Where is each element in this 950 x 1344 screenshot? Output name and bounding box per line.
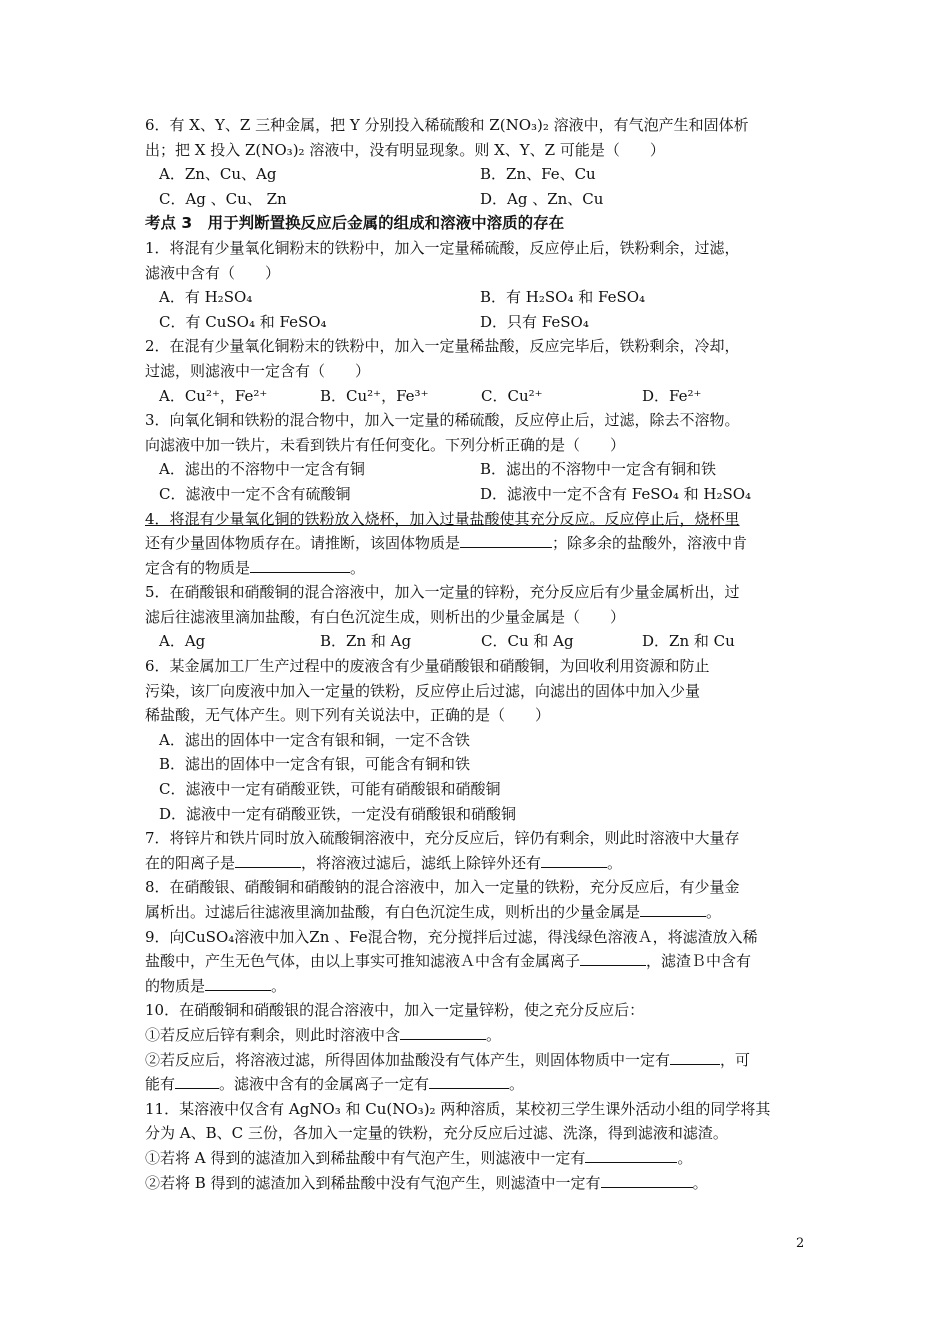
text-span: 定含有的物质是 [145, 558, 251, 577]
text-span: ①若反应后锌有剩余，则此时溶液中含 [145, 1025, 401, 1044]
text-span: 的物质是 [145, 976, 206, 995]
text-span: 。 [271, 976, 287, 995]
answer-blank[interactable] [585, 1147, 677, 1163]
question-text [145, 900, 810, 925]
option-a: A．滤出的不溶物中一定含有铜 [159, 460, 365, 479]
option-d: D．Zn 和 Cu [642, 632, 735, 651]
question-text: 11．某溶液中仅含有 AgNO₃ 和 Cu(NO₃)₂ 两种溶质，某校初三学生课外活动小组的同学将其 [145, 1099, 771, 1118]
answer-blank[interactable] [580, 950, 646, 966]
option-c: C．滤液中一定不含有硫酸铜 [159, 484, 351, 503]
question-text: 滤后往滤液里滴加盐酸，有白色沉淀生成，则析出的少量金属是（ ） [145, 607, 626, 626]
question-text: 6．有 X、Y、Z 三种金属，把 Y 分别投入稀硫酸和 Z(NO₃)₂ 溶液中，有气泡产生和固体析 [145, 116, 749, 134]
text-span: 。 [706, 903, 722, 921]
text-span: 盐酸中，产生无色气体，由以上事实可推知滤液Ａ中含有金属离子 [145, 952, 581, 971]
text-span: 。 [692, 1173, 708, 1192]
question-text: 稀盐酸，无气体产生。则下列有关说法中，正确的是（ ） [145, 706, 551, 725]
text-span: 。 [509, 1075, 525, 1094]
option-d: D．Ag 、Zn、Cu [480, 189, 604, 208]
options-row [145, 629, 810, 654]
option-b: B．Zn 和 Ag [320, 632, 412, 651]
question-text [145, 556, 810, 581]
answer-blank[interactable] [175, 1073, 219, 1089]
options-row [145, 457, 810, 482]
option-a: A．Cu²⁺，Fe²⁺ [159, 386, 268, 405]
page-number: 2 [796, 1236, 805, 1251]
option-b: B．滤出的不溶物中一定含有铜和铁 [480, 460, 717, 479]
answer-blank[interactable] [670, 1049, 720, 1065]
option-b: B．有 H₂SO₄ 和 FeSO₄ [480, 288, 646, 307]
option-a: A．Zn、Cu、Ag [159, 165, 277, 184]
question-text [145, 851, 810, 876]
question-text [145, 1023, 810, 1048]
question-text: 向滤液中加一铁片，未看到铁片有任何变化。下列分析正确的是（ ） [145, 435, 626, 454]
text-span: ，可 [720, 1050, 751, 1069]
option-b: B．Zn、Fe、Cu [480, 165, 596, 184]
text-span: ；除多余的盐酸外，溶液中肯 [552, 534, 748, 553]
question-text: 滤液中含有（ ） [145, 263, 281, 282]
question-text: 分为 A、B、C 三份，各加入一定量的铁粉，充分反应后过滤、洗涤，得到滤液和滤渣。 [145, 1124, 728, 1143]
question-text: 4．将混有少量氧化铜的铁粉放入烧杯，加入过量盐酸使其充分反应。反应停止后，烧杯里 [145, 509, 740, 528]
question-text: 6．某金属加工厂生产过程中的废液含有少量硝酸银和硝酸铜，为回收利用资源和防止 [145, 657, 710, 676]
question-text: 10．在硝酸铜和硝酸银的混合溶液中，加入一定量锌粉，使之充分反应后： [145, 1001, 645, 1020]
options-row [145, 162, 810, 187]
question-text: 9．向CuSO₄溶液中加入Zn 、Fe混合物，充分搅拌后过滤，得浅绿色溶液Ａ，将滤渣放入稀 [145, 927, 758, 946]
text-span: ，将溶液过滤后，滤纸上除锌外还有 [301, 853, 542, 872]
option-c: C．Ag 、Cu、 Zn [159, 189, 287, 208]
text-span: ，滤渣Ｂ中含有 [646, 952, 752, 971]
option-b: B．Cu²⁺，Fe³⁺ [320, 386, 429, 405]
text-span: ①若将 A 得到的滤渣加入到稀盐酸中有气泡产生，则滤液中一定有 [145, 1148, 586, 1167]
answer-blank[interactable] [205, 975, 271, 991]
question-text: 5．在硝酸银和硝酸铜的混合溶液中，加入一定量的锌粉，充分反应后有少量金属析出，过 [145, 583, 740, 602]
answer-blank[interactable] [400, 1024, 486, 1040]
text-span: 能有 [145, 1075, 176, 1094]
question-text: 3．向氧化铜和铁粉的混合物中，加入一定量的稀硫酸，反应停止后，过滤，除去不溶物。 [145, 411, 740, 430]
question-text [145, 531, 810, 556]
question-text: 出；把 X 投入 Z(NO₃)₂ 溶液中，没有明显现象。则 X、Y、Z 可能是（ ） [145, 140, 665, 159]
option-d: D．滤液中一定不含有 FeSO₄ 和 H₂SO₄ [480, 484, 752, 503]
option-d: D．滤液中一定有硝酸亚铁，一定没有硝酸银和硝酸铜 [159, 804, 517, 823]
options-row [145, 187, 810, 212]
answer-blank[interactable] [429, 1073, 509, 1089]
option-d: D．Fe²⁺ [642, 386, 702, 405]
text-span: 属析出。过滤后往滤液里滴加盐酸，有白色沉淀生成，则析出的少量金属是 [145, 903, 641, 921]
option-c: C．滤液中一定有硝酸亚铁，可能有硝酸银和硝酸铜 [159, 780, 501, 799]
text-span: 在的阳离子是 [145, 853, 236, 872]
question-text: 2．在混有少量氧化铜粉末的铁粉中，加入一定量稀盐酸，反应完毕后，铁粉剩余，冷却， [145, 337, 740, 356]
question-text [145, 1171, 810, 1196]
answer-blank[interactable] [250, 557, 350, 573]
text-span: ②若反应后，将溶液过滤，所得固体加盐酸没有气体产生，则固体物质中一定有 [145, 1050, 671, 1069]
answer-blank[interactable] [460, 532, 552, 548]
question-text [145, 1146, 810, 1171]
question-text [145, 949, 810, 974]
options-row [145, 285, 810, 310]
options-row [145, 482, 810, 507]
question-text [145, 974, 810, 999]
text-span: 。 [486, 1025, 502, 1044]
option-a: A．Ag [159, 632, 206, 651]
answer-blank[interactable] [541, 852, 607, 868]
option-d: D．只有 FeSO₄ [480, 312, 589, 331]
options-row [145, 384, 810, 409]
text-span: 。滤液中含有的金属离子一定有 [219, 1075, 430, 1094]
question-text: 污染，该厂向废液中加入一定量的铁粉，反应停止后过滤，向滤出的固体中加入少量 [145, 681, 701, 700]
text-span: ②若将 B 得到的滤渣加入到稀盐酸中没有气泡产生，则滤渣中一定有 [145, 1173, 601, 1192]
answer-blank[interactable] [235, 852, 301, 868]
options-row [145, 310, 810, 335]
worksheet-page [145, 113, 810, 1195]
option-a: A．有 H₂SO₄ [159, 288, 253, 307]
option-b: B．滤出的固体中一定含有银，可能含有铜和铁 [159, 755, 471, 774]
option-c: C．Cu²⁺ [481, 386, 543, 405]
text-span: 。 [607, 853, 623, 872]
question-text [145, 1072, 810, 1097]
text-span: 。 [350, 558, 366, 577]
text-span: 。 [677, 1148, 693, 1167]
question-text [145, 1048, 810, 1073]
option-c: C．Cu 和 Ag [481, 632, 574, 651]
answer-blank[interactable] [601, 1172, 693, 1188]
question-text: 过滤，则滤液中一定含有（ ） [145, 361, 371, 380]
question-text: 8．在硝酸银、硝酸铜和硝酸钠的混合溶液中，加入一定量的铁粉，充分反应后，有少量金 [145, 878, 740, 897]
option-c: C．有 CuSO₄ 和 FeSO₄ [159, 312, 327, 331]
section-heading: 考点 3 用于判断置换反应后金属的组成和溶液中溶质的存在 [145, 214, 565, 233]
text-span: 还有少量固体物质存在。请推断，该固体物质是 [145, 534, 461, 553]
question-text: 7．将锌片和铁片同时放入硫酸铜溶液中，充分反应后，锌仍有剩余，则此时溶液中大量存 [145, 829, 740, 848]
answer-blank[interactable] [640, 901, 706, 917]
question-text: 1．将混有少量氧化铜粉末的铁粉中，加入一定量稀硫酸，反应停止后，铁粉剩余，过滤， [145, 238, 740, 257]
option-a: A．滤出的固体中一定含有银和铜，一定不含铁 [159, 730, 470, 749]
